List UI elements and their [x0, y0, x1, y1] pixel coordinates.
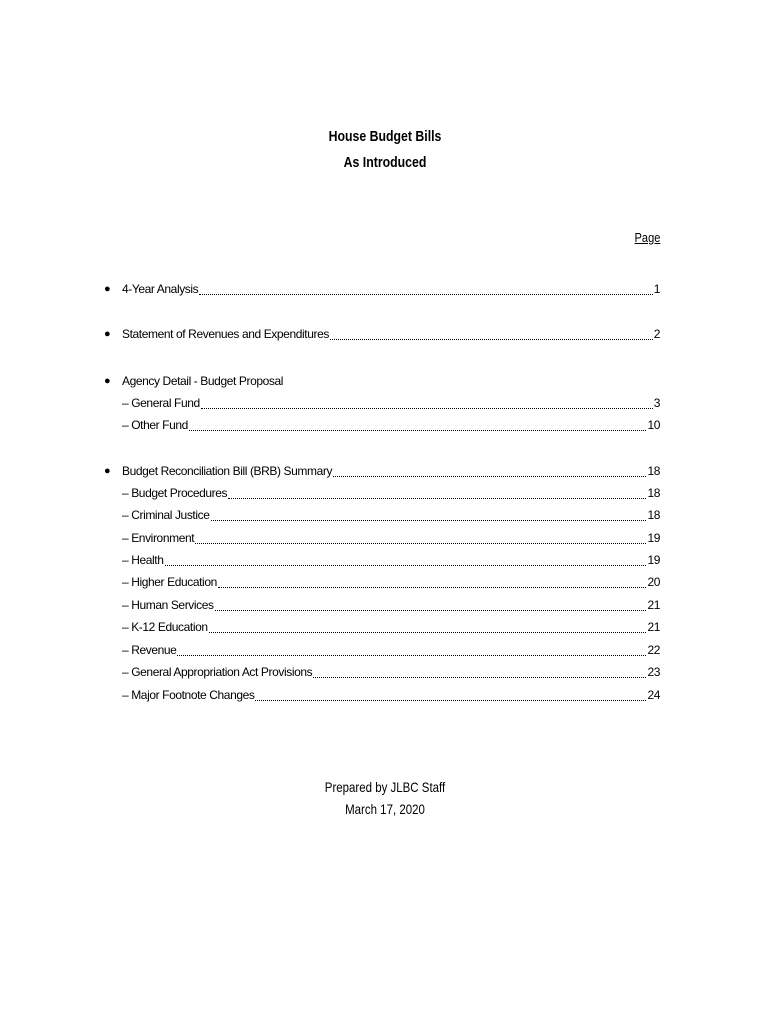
- toc-entry-label: – Revenue: [122, 643, 177, 657]
- toc-heading-label: Agency Detail - Budget Proposal: [122, 374, 284, 388]
- toc-entry-page: 2: [653, 327, 660, 341]
- dot-leader: [313, 666, 646, 678]
- title-line-1: House Budget Bills: [328, 128, 442, 145]
- dot-leader: [201, 397, 653, 409]
- toc-entry-general-fund[interactable]: [122, 395, 660, 411]
- toc-entry-label: – Health: [122, 553, 164, 567]
- toc-entry-label: – Environment: [122, 531, 195, 545]
- toc-entry-criminal-justice[interactable]: [122, 507, 660, 523]
- toc-entry-label: – K-12 Education: [122, 620, 208, 634]
- dot-leader: [177, 644, 646, 656]
- toc-entry-analysis[interactable]: [122, 281, 660, 297]
- toc-entry-label: Statement of Revenues and Expenditures: [122, 327, 329, 341]
- toc-entry-page: 20: [647, 575, 660, 589]
- toc-entry-page: 22: [647, 643, 660, 657]
- bullet-icon: ●: [104, 465, 111, 477]
- prepared-by-text: Prepared by JLBC Staff: [324, 779, 446, 795]
- dot-leader: [211, 509, 647, 521]
- toc-entry-environment[interactable]: [122, 530, 660, 546]
- toc-entry-page: 1: [653, 282, 660, 296]
- dot-leader: [330, 328, 653, 340]
- toc-entry-label: – Criminal Justice: [122, 508, 210, 522]
- prepared-by-block: [69, 776, 700, 820]
- dot-leader: [189, 419, 647, 431]
- bullet-icon: ●: [104, 283, 111, 295]
- toc-entry-budget-procedures[interactable]: [122, 485, 660, 501]
- toc-entry-statement[interactable]: [122, 326, 660, 342]
- toc-entry-other-fund[interactable]: [122, 417, 660, 433]
- toc-entry-page: 21: [647, 620, 660, 634]
- toc-entry-label: – Other Fund: [122, 418, 188, 432]
- prepared-date: March 17, 2020: [345, 801, 425, 817]
- toc-entry-health[interactable]: [122, 552, 660, 568]
- toc-entry-label: – Higher Education: [122, 575, 217, 589]
- toc-entry-page: 19: [647, 553, 660, 567]
- toc-entry-page: 10: [647, 418, 660, 432]
- toc-entry-label: – Human Services: [122, 598, 214, 612]
- bullet-icon: ●: [104, 375, 111, 387]
- dot-leader: [215, 599, 647, 611]
- bullet-icon: ●: [104, 328, 111, 340]
- dot-leader: [199, 283, 652, 295]
- toc-entry-label: – Major Footnote Changes: [122, 688, 255, 702]
- toc-entry-page: 23: [647, 665, 660, 679]
- dot-leader: [209, 621, 647, 633]
- toc-entry-label: – General Fund: [122, 396, 200, 410]
- toc-entry-human-services[interactable]: [122, 597, 660, 613]
- toc-entry-page: 18: [647, 508, 660, 522]
- dot-leader: [218, 576, 647, 588]
- dot-leader: [228, 487, 646, 499]
- toc-entry-page: 19: [647, 531, 660, 545]
- toc-entry-label: – General Appropriation Act Provisions: [122, 665, 313, 679]
- toc-entry-page: 18: [647, 486, 660, 500]
- toc-entry-page: 24: [647, 688, 660, 702]
- toc-entry-label: – Budget Procedures: [122, 486, 228, 500]
- toc-entry-label: Budget Reconciliation Bill (BRB) Summary: [122, 464, 333, 478]
- toc-entry-higher-education[interactable]: [122, 574, 660, 590]
- dot-leader: [195, 532, 646, 544]
- dot-leader: [333, 465, 646, 477]
- dot-leader: [165, 554, 647, 566]
- document-title: [69, 124, 700, 176]
- title-line-2: As Introduced: [343, 154, 427, 171]
- toc-entry-page: 21: [647, 598, 660, 612]
- toc-entry-page: 3: [653, 396, 660, 410]
- toc-entry-label: 4-Year Analysis: [122, 282, 199, 296]
- toc-entry-page: 18: [647, 464, 660, 478]
- page-column-header: Page: [634, 230, 660, 245]
- toc-entry-revenue[interactable]: [122, 642, 660, 658]
- toc-entry-major-footnote[interactable]: [122, 687, 660, 703]
- toc-entry-brb[interactable]: [122, 463, 660, 479]
- toc-entry-general-appropriation[interactable]: [122, 664, 660, 680]
- toc-entry-k12-education[interactable]: [122, 619, 660, 635]
- toc-heading-agency: [122, 373, 660, 389]
- dot-leader: [255, 689, 646, 701]
